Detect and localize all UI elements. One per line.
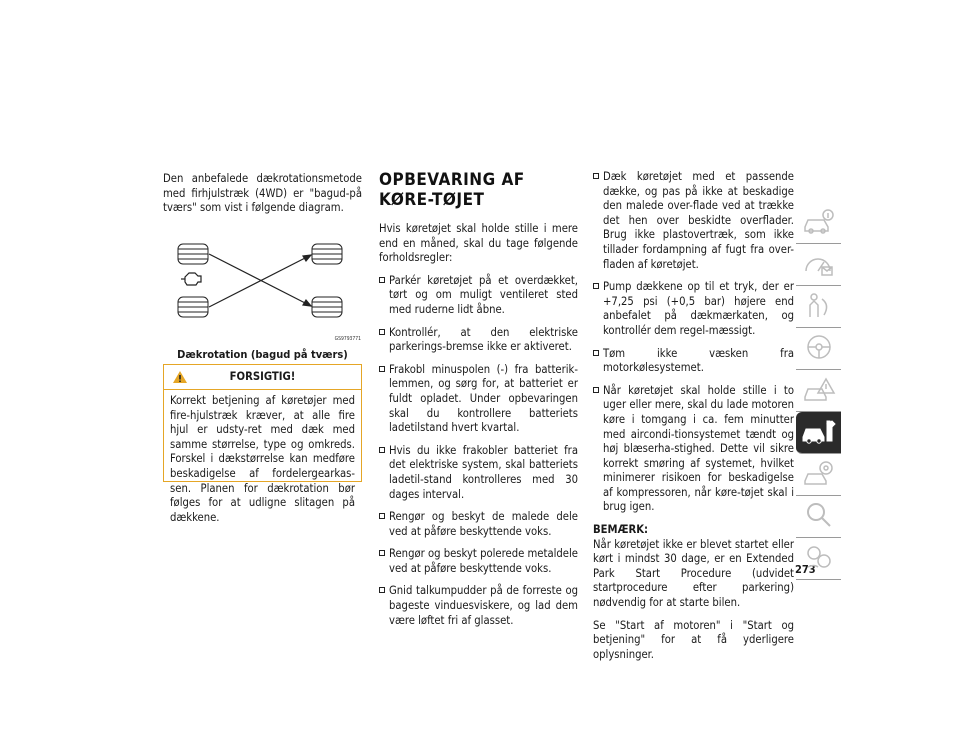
checkbox-bullet-icon [379, 447, 385, 453]
car-info-icon [802, 207, 836, 239]
note-text: Når køretøjet ikke er blevet startet eller kørt i mindst 30 dage, er en Extended Park Start Procedure (udvidet startprocedure efter parkering) nødvendig for at starte bilen. [593, 537, 794, 610]
tire-front-left-icon [178, 244, 208, 264]
rotation-arrows [209, 254, 311, 307]
caution-header [164, 365, 361, 390]
checkbox-bullet-icon [593, 350, 599, 356]
list-item: Rengør og beskyt de malede dele ved at påføre beskyttende voks. [379, 510, 578, 539]
index-search-icon [802, 501, 836, 533]
tab-instrument-panel[interactable] [796, 244, 841, 286]
list-item: Hvis du ikke frakobler batteriet fra det elektriske system, skal batteriets ladetil-stand kontrolleres med 30 dages interval. [379, 444, 578, 502]
page-number: 273 [795, 563, 816, 576]
warning-triangle-icon [172, 369, 188, 393]
reference-text: Se "Start af motoren" i "Start og betjening" for at få yderligere oplysninger. [593, 618, 794, 661]
caution-text: Korrekt betjening af køretøjer med fire-hjulstræk kræver, at alle fire hjul er udsty-ret med dæk med samme størrelse, type og omkreds. Forskel i dækstørrelse kan medføre beskadigelse af fordelergearkas-sen. Planen for dækrotation bør følges for at udligne slitagen på dækkene. [170, 394, 355, 524]
tab-index[interactable] [796, 496, 841, 538]
list-item: Dæk køretøjet med et passende dække, og pas på ikke at beskadige den malede over-flade ved at trække det hen over beskidte overflader. Brug ikke plastovertræk, som ikke tillader fordampning af fugt fra over-fladen af køretøjet. [593, 170, 794, 272]
list-item: Gnid talkumpudder på de forreste og bageste vinduesviskere, og lad dem være løftet fri af glasset. [379, 584, 578, 628]
checkbox-bullet-icon [379, 513, 385, 519]
list-item: Tøm ikke væsken fra motorkølesystemet. [593, 347, 794, 376]
checkbox-bullet-icon [593, 173, 599, 179]
tire-front-right-icon [312, 244, 342, 264]
figure-caption: Dækrotation (bagud på tværs) [177, 347, 348, 361]
checkbox-bullet-icon [379, 277, 385, 283]
list-item: Parkér køretøjet på et overdækket, tørt og om muligt ventileret sted med ruderne lidt åbne. [379, 274, 578, 318]
storage-list-continued [593, 170, 794, 515]
languages-icon [802, 543, 836, 575]
front-engine-icon [181, 273, 201, 285]
intro-paragraph: Den anbefalede dækrotationsmetode med firhjulstræk (4WD) er "bagud-på tværs" som vist i følgende diagram. [163, 172, 362, 215]
dashboard-warning-icon [802, 249, 836, 281]
note-label: BEMÆRK: [593, 523, 649, 537]
list-item: Kontrollér, at den elektriske parkerings-bremse ikke er aktiveret. [379, 326, 578, 355]
tab-emergencies[interactable] [796, 370, 841, 412]
storage-intro: Hvis køretøjet skal holde stille i mere end en måned, skal du tage følgende forholdsregler: [379, 222, 578, 265]
storage-list [379, 274, 578, 628]
service-tools-icon [801, 417, 837, 449]
caution-title: FORSIGTIG! [229, 370, 296, 383]
list-item: Når køretøjet skal holde stille i to uger eller mere, skal du lade motoren køre i tomgang i ca. fem minutter med aircondi-tionsystemet tændt og høj blæserha-stighed. Dette vil sikre korrekt smøring af systemet, hvilket minimerer risikoen for beskadigelse af kompressoren, når køre-tøjet skal i brug igen. [593, 384, 794, 515]
list-item: Frakobl minuspolen (-) fra batterik-lemmen, og sørg for, at batteriet er fuldt opladet. Under opbevaringen skal du kontrollere batteriets ladetilstand hvert kvartal. [379, 363, 578, 436]
checkbox-bullet-icon [593, 387, 599, 393]
list-item: Rengør og beskyt polerede metaldele ved at påføre beskyttende voks. [379, 547, 578, 576]
column-2 [379, 170, 578, 636]
checkbox-bullet-icon [379, 329, 385, 335]
caution-box [163, 364, 362, 524]
tire-rear-right-icon [312, 297, 342, 317]
emergency-icon [802, 375, 836, 407]
specifications-icon [802, 459, 836, 491]
tab-getting-to-know[interactable] [796, 202, 841, 244]
steering-wheel-icon [802, 333, 836, 365]
checkbox-bullet-icon [379, 550, 385, 556]
tire-rotation-diagram [163, 242, 362, 344]
chapter-tabs [796, 202, 841, 580]
checkbox-bullet-icon [379, 366, 385, 372]
tab-safety[interactable] [796, 286, 841, 328]
column-3 [593, 170, 794, 670]
safety-icon [802, 291, 836, 323]
tab-starting-operating[interactable] [796, 328, 841, 370]
tire-rear-left-icon [178, 297, 208, 317]
checkbox-bullet-icon [593, 283, 599, 289]
column-1 [163, 172, 362, 362]
checkbox-bullet-icon [379, 587, 385, 593]
tab-technical-specifications[interactable] [796, 454, 841, 496]
section-heading: OPBEVARING AF KØRE-TØJET [379, 170, 525, 210]
list-item: Pump dækkene op til et tryk, der er +7,25 psi (+0,5 bar) højere end anbefalet på dækmærkaten, og kontrollér dem regel-mæssigt. [593, 280, 794, 338]
figure-code: GS9793771 [334, 335, 361, 342]
tab-servicing-maintenance[interactable] [796, 412, 841, 454]
tab-languages[interactable] [796, 538, 841, 580]
